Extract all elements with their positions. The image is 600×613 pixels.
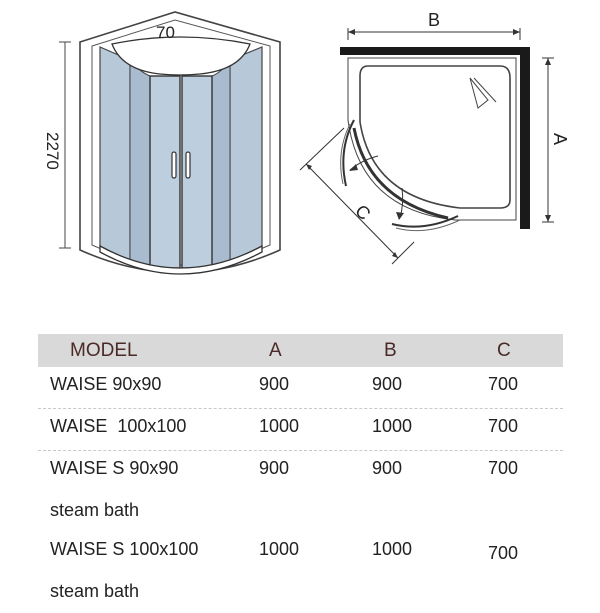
row-b: 900 <box>372 458 403 478</box>
row-c: 700 <box>488 374 519 394</box>
header-b: B <box>384 340 397 361</box>
row-note: steam bath <box>50 500 140 520</box>
row-a: 900 <box>259 458 290 478</box>
front-left-handle <box>172 152 176 178</box>
top-view <box>300 10 570 264</box>
header-model: MODEL <box>70 340 138 361</box>
dim-a-label: A <box>550 133 570 146</box>
top-wall-back <box>340 47 530 55</box>
front-right-curved-panel <box>212 60 230 266</box>
row-model: WAISE 100x100 <box>50 416 187 436</box>
table-row-note <box>38 492 563 532</box>
row-model: WAISE S 90x90 <box>50 458 179 478</box>
row-note: steam bath <box>50 581 140 601</box>
dim-c-label: C <box>351 200 375 225</box>
row-b: 1000 <box>372 416 413 436</box>
row-b: 900 <box>372 374 403 394</box>
header-c: C <box>497 340 511 361</box>
front-left-glass <box>100 47 130 262</box>
row-a: 1000 <box>259 416 300 436</box>
dim-b-label: B <box>428 10 441 30</box>
front-right-glass <box>230 47 262 262</box>
header-a: A <box>269 340 282 361</box>
spec-table <box>38 334 563 613</box>
front-width-label: 70 <box>156 23 175 42</box>
row-model: WAISE S 100x100 <box>50 539 199 559</box>
front-left-curved-panel <box>130 60 150 266</box>
row-b: 1000 <box>372 539 413 559</box>
front-right-handle <box>186 152 190 178</box>
row-c: 700 <box>488 416 519 436</box>
row-c: 700 <box>488 458 519 478</box>
table-row <box>38 532 563 573</box>
table-row-note <box>38 573 563 613</box>
row-a: 1000 <box>259 539 300 559</box>
row-a: 900 <box>259 374 290 394</box>
front-view <box>43 12 280 274</box>
row-model: WAISE 90x90 <box>50 374 162 394</box>
front-height-label: 2270 <box>43 132 62 170</box>
table-row <box>38 367 563 409</box>
table-row <box>38 451 563 492</box>
table-row <box>38 409 563 451</box>
table-header <box>38 334 563 367</box>
row-c: 700 <box>488 543 519 563</box>
top-wall-right <box>520 47 530 229</box>
